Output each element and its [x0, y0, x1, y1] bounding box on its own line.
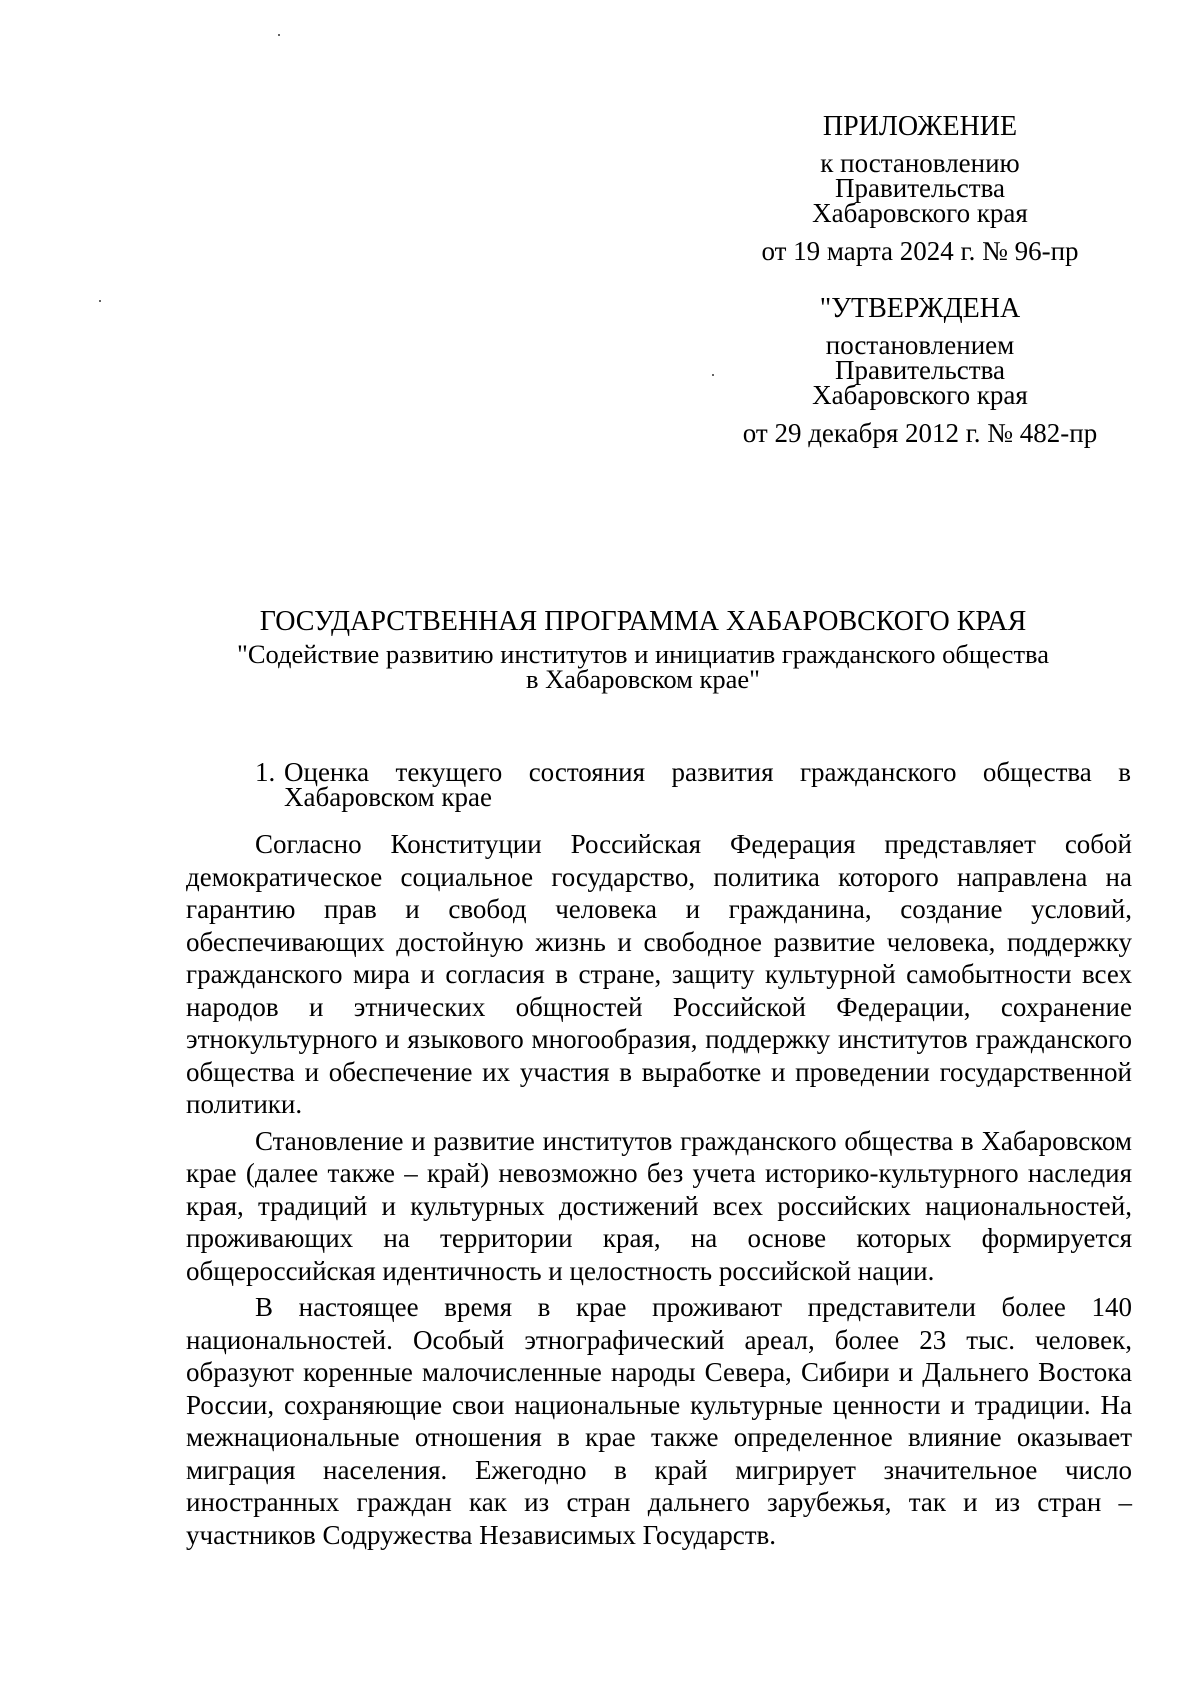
- program-subtitle: [186, 639, 1100, 694]
- approved-date: от 29 декабря 2012 г. № 482-пр: [742, 418, 1098, 448]
- annex-date: от 19 марта 2024 г. № 96-пр: [761, 236, 1079, 266]
- approved-block: [720, 293, 1120, 448]
- approved-line-1: постановлением: [825, 330, 1015, 360]
- scan-speck: [712, 374, 714, 376]
- program-title: ГОСУДАРСТВЕННАЯ ПРОГРАММА ХАБАРОВСКОГО КРАЯ: [259, 606, 1027, 637]
- paragraph: Согласно Конституции Российская Федерация представляет собой демократическое социальное государство, политика которого направлена на гарантию прав и свобод человека и гражданина, создание условий, обеспечивающих достойную жизнь и свободное развитие человека, поддержку гражданского мира и согласия в стране, защиту культурной самобытности всех народов и этнических общностей Российской Федерации, сохранение этнокультурного и языкового многообразия, поддержку институтов гражданского общества и обеспечение их участия в выработке и проведении государственной политики.: [186, 829, 1132, 1119]
- section-title: Оценка текущего состояния развития гражданского общества в Хабаровском крае: [284, 757, 1131, 812]
- program-subtitle-line-2: в Хабаровском крае": [525, 664, 761, 694]
- annex-heading: ПРИЛОЖЕНИЕ: [822, 111, 1018, 142]
- paragraph: Становление и развитие институтов гражданского общества в Хабаровском крае (далее также – край) невозможно без учета историко-культурного наследия края, традиций и культурных достижений всех российских национальностей, проживающих на территории края, на основе которых формируется общероссийская идентичность и целостность российской нации.: [186, 1125, 1132, 1286]
- approved-heading: "УТВЕРЖДЕНА: [819, 293, 1021, 324]
- approved-line-3: Хабаровского края: [812, 380, 1028, 410]
- annex-line-3: Хабаровского края: [812, 198, 1028, 228]
- section-heading: [255, 757, 1131, 812]
- scan-speck: [278, 34, 280, 36]
- program-subtitle-line-1: "Содействие развитию институтов и инициатив гражданского общества: [237, 639, 1049, 669]
- scan-speck: [99, 300, 101, 302]
- section-number: 1.: [255, 757, 276, 787]
- approved-line-2: Правительства: [835, 355, 1005, 385]
- annex-line-1: к постановлению: [820, 148, 1020, 178]
- paragraph: В настоящее время в крае проживают представители более 140 национальностей. Особый этнографический ареал, более 23 тыс. человек, образуют коренные малочисленные народы Севера, Сибири и Дальнего Востока России, сохраняющие свои национальные культурные ценности и традиции. На межнациональные отношения в крае также определенное влияние оказывает миграция населения. Ежегодно в край мигрирует значительное число иностранных граждан как из стран дальнего зарубежья, так и из стран – участников Содружества Независимых Государств.: [186, 1292, 1132, 1550]
- annex-line-2: Правительства: [835, 173, 1005, 203]
- body-text: [186, 828, 1132, 1555]
- annex-block: [720, 111, 1120, 266]
